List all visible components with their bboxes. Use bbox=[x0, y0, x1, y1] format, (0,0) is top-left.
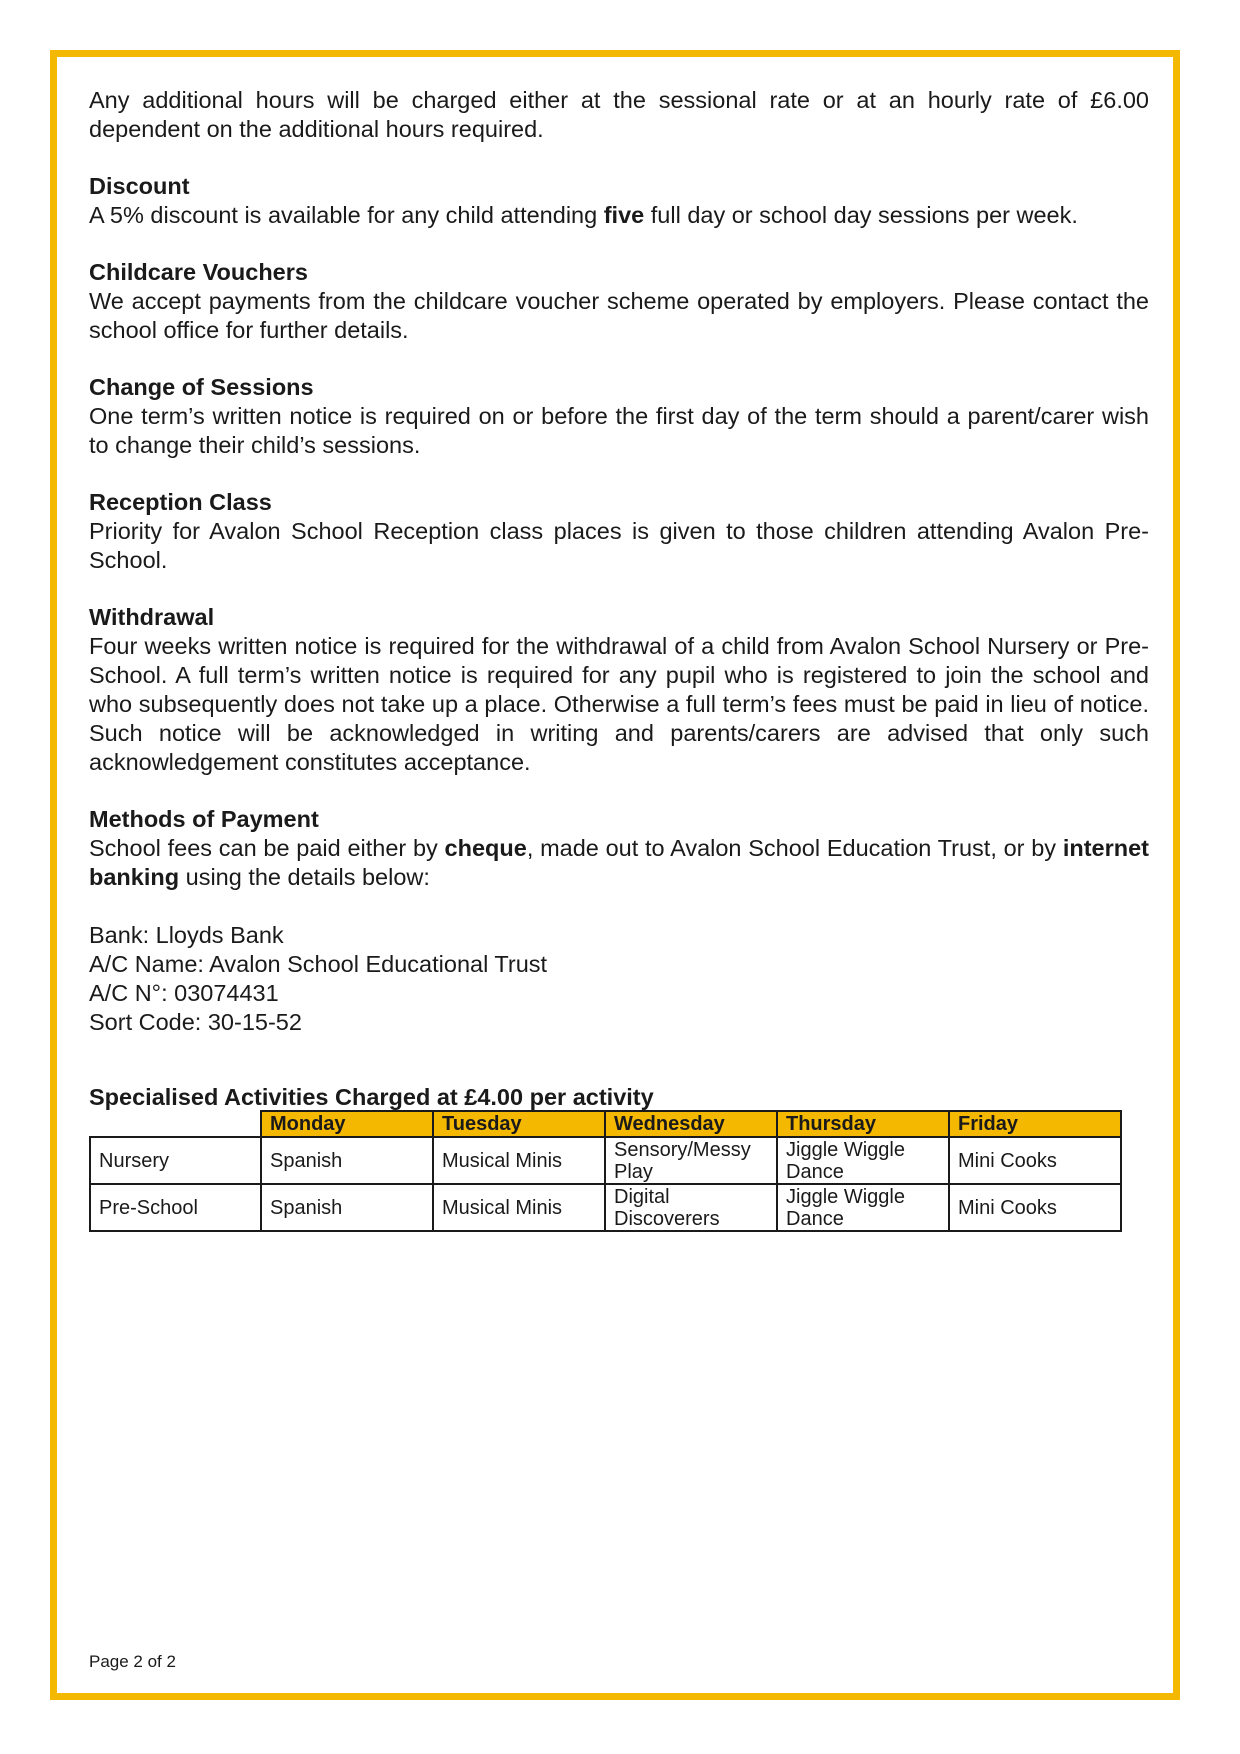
activity-cell: Jiggle Wiggle Dance bbox=[777, 1137, 949, 1184]
discount-heading: Discount bbox=[89, 173, 190, 199]
intro-paragraph: Any additional hours will be charged either at the sessional rate or at an hourly rate of £6.00 dependent on the additional hours required. bbox=[89, 87, 1149, 142]
activity-cell: Sensory/Messy Play bbox=[605, 1137, 777, 1184]
payment-paragraph bbox=[89, 834, 1149, 892]
table-row bbox=[90, 1184, 1121, 1231]
vouchers-heading: Childcare Vouchers bbox=[89, 259, 308, 285]
payment-heading: Methods of Payment bbox=[89, 806, 319, 832]
bank-details bbox=[89, 921, 1149, 1037]
page-number: Page 2 of 2 bbox=[89, 1652, 176, 1671]
day-header: Tuesday bbox=[433, 1111, 605, 1137]
withdrawal-heading: Withdrawal bbox=[89, 604, 215, 630]
discount-bold: five bbox=[603, 202, 645, 228]
activity-cell: Spanish bbox=[261, 1137, 433, 1184]
discount-text-end: full day or school day sessions per week. bbox=[644, 202, 1078, 228]
vouchers-paragraph: We accept payments from the childcare voucher scheme operated by employers. Please contact the school office for further details. bbox=[89, 288, 1149, 343]
payment-section bbox=[89, 805, 1149, 1037]
change-sessions-heading: Change of Sessions bbox=[89, 374, 314, 400]
activity-cell: Mini Cooks bbox=[949, 1137, 1121, 1184]
change-sessions-section bbox=[89, 373, 1149, 460]
account-name: A/C Name: Avalon School Educational Trust bbox=[89, 951, 548, 977]
activities-title: Specialised Activities Charged at £4.00 per activity bbox=[89, 1084, 654, 1110]
activity-cell: Jiggle Wiggle Dance bbox=[777, 1184, 949, 1231]
vouchers-section bbox=[89, 258, 1149, 345]
withdrawal-paragraph: Four weeks written notice is required for the withdrawal of a child from Avalon School Nursery or Pre-School. A full term’s written notice is required for any pupil who is registered to join the school and who subsequently does not take up a place. Otherwise a full term’s fees must be paid in lieu of notice. Such notice will be acknowledged in writing and parents/carers are advised that only such acknowledgement constitutes acceptance. bbox=[89, 633, 1149, 775]
group-cell: Nursery bbox=[90, 1137, 261, 1184]
discount-section bbox=[89, 172, 1149, 230]
payment-cheque: cheque bbox=[444, 835, 527, 861]
day-header: Thursday bbox=[777, 1111, 949, 1137]
activities-table bbox=[89, 1110, 1122, 1232]
change-sessions-paragraph: One term’s written notice is required on or before the first day of the term should a parent/carer wish to change their child’s sessions. bbox=[89, 403, 1149, 458]
activity-cell: Musical Minis bbox=[433, 1137, 605, 1184]
payment-text: , made out to Avalon School Education Trust, or by bbox=[526, 835, 1063, 861]
account-number: A/C N°: 03074431 bbox=[89, 980, 279, 1006]
activity-cell: Digital Discoverers bbox=[605, 1184, 777, 1231]
day-header: Monday bbox=[261, 1111, 433, 1137]
day-header: Friday bbox=[949, 1111, 1121, 1137]
activity-cell: Musical Minis bbox=[433, 1184, 605, 1231]
table-header-row bbox=[90, 1111, 1121, 1137]
table-corner bbox=[90, 1111, 261, 1137]
day-header: Wednesday bbox=[605, 1111, 777, 1137]
activity-cell: Spanish bbox=[261, 1184, 433, 1231]
activity-cell: Mini Cooks bbox=[949, 1184, 1121, 1231]
discount-text: A 5% discount is available for any child attending bbox=[89, 202, 604, 228]
payment-text: School fees can be paid either by bbox=[89, 835, 445, 861]
reception-heading: Reception Class bbox=[89, 489, 272, 515]
document-body bbox=[89, 86, 1149, 1037]
payment-text: using the details below: bbox=[179, 864, 430, 890]
bank-name: Bank: Lloyds Bank bbox=[89, 922, 284, 948]
payment-internet-banking: internet banking bbox=[89, 835, 1149, 890]
discount-paragraph bbox=[89, 201, 1149, 230]
reception-section bbox=[89, 488, 1149, 575]
withdrawal-section bbox=[89, 603, 1149, 777]
sort-code: Sort Code: 30-15-52 bbox=[89, 1009, 302, 1035]
group-cell: Pre-School bbox=[90, 1184, 261, 1231]
table-row bbox=[90, 1137, 1121, 1184]
reception-paragraph: Priority for Avalon School Reception class places is given to those children attending Avalon Pre-School. bbox=[89, 518, 1149, 573]
